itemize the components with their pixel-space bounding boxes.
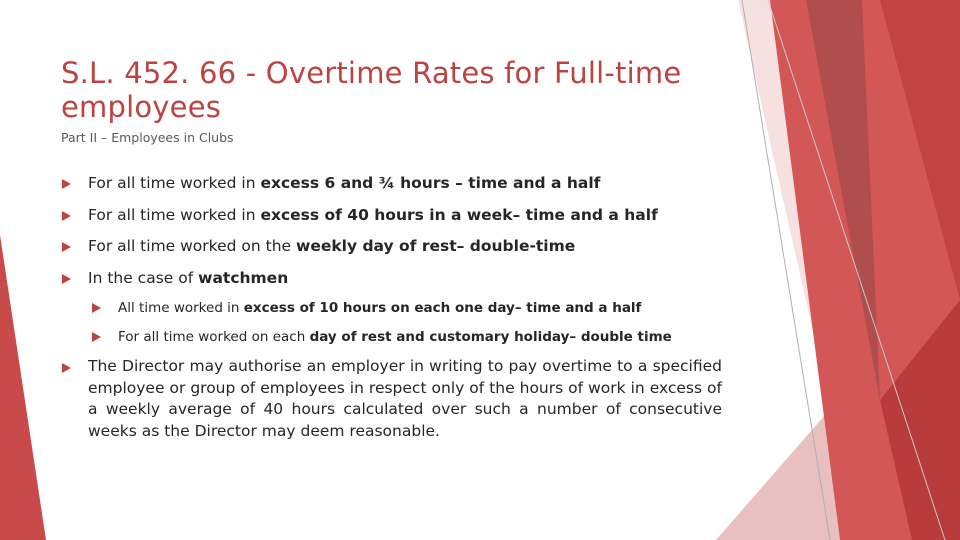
arrow-bullet-icon [92,332,101,342]
arrow-bullet-icon [62,363,71,373]
slide-subtitle: Part II – Employees in Clubs [61,130,234,145]
bullet-list [62,172,722,452]
sub-bullet-item: For all time worked on each day of rest and customary holiday– double time [92,327,722,347]
bullet-item: For all time worked in excess 6 and ¾ hours – time and a half [62,172,722,194]
bullet-item: For all time worked on the weekly day of rest– double-time [62,235,722,257]
arrow-bullet-icon [62,274,71,284]
paragraph-bullet [62,356,722,442]
arrow-bullet-icon [62,211,71,221]
bullet-item: In the case of watchmen [62,267,722,289]
left-red-strip [0,235,46,540]
arrow-bullet-icon [92,303,101,313]
arrow-bullet-icon [62,179,71,189]
director-paragraph: The Director may authorise an employer in writing to pay overtime to a specified employee or group of employees in respect only of the hours of work in excess of a weekly average of 40 hours calculated over such a number of consecutive weeks as the Director may deem reasonable. [88,357,722,440]
bullet-item: For all time worked in excess of 40 hours in a week– time and a half [62,204,722,226]
slide-title: S.L. 452. 66 - Overtime Rates for Full-time employees [61,56,682,124]
arrow-bullet-icon [62,242,71,252]
sub-bullet-item: All time worked in excess of 10 hours on each one day– time and a half [92,298,722,318]
